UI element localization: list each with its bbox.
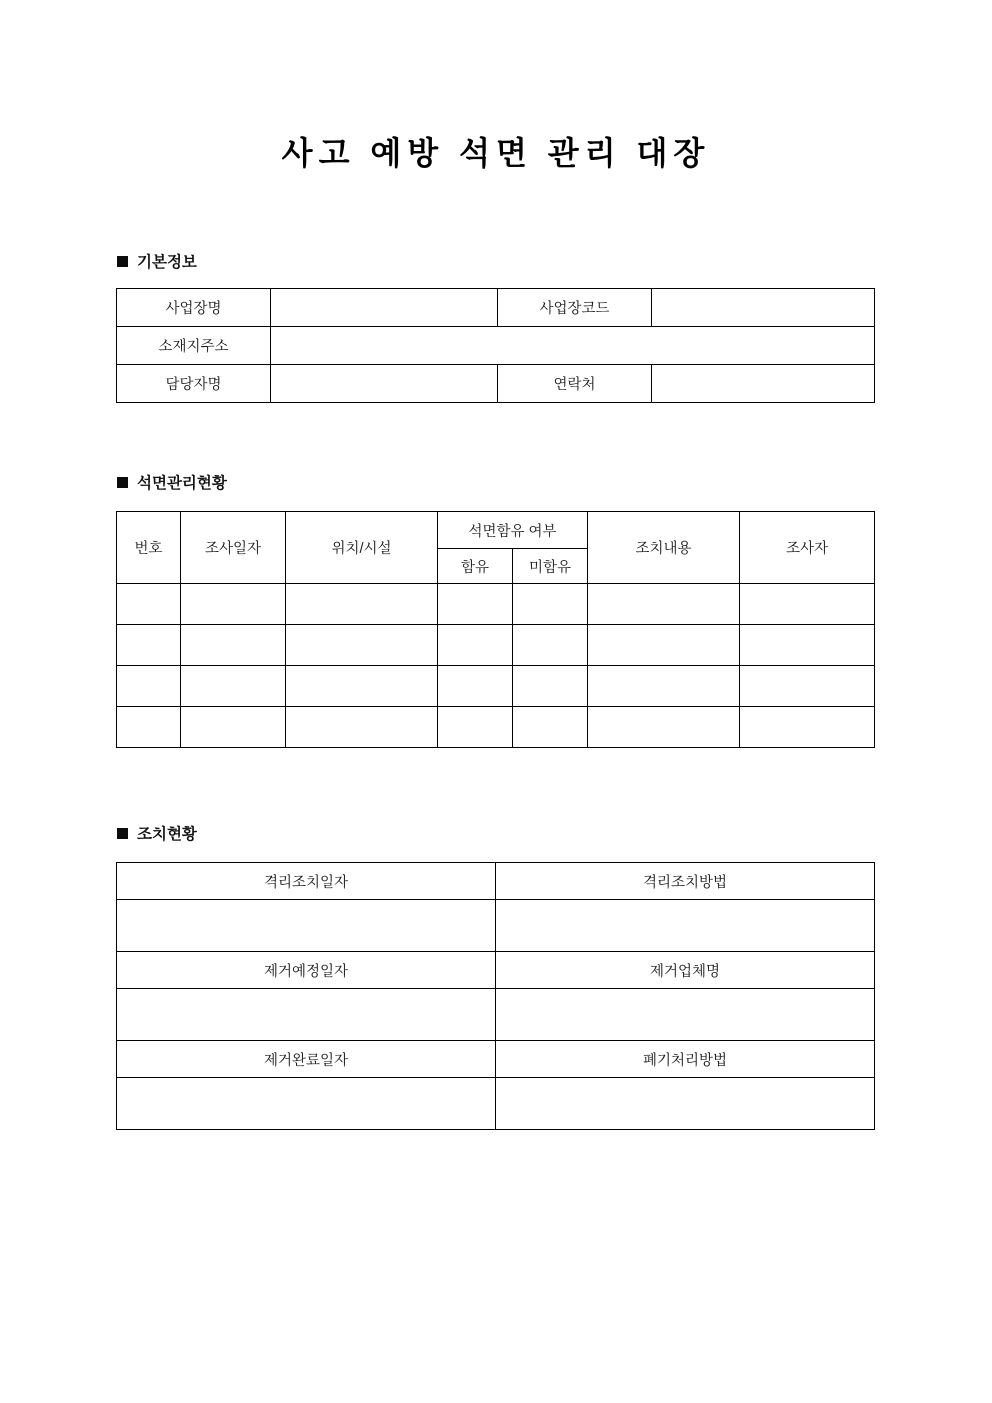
cell-contains-yes[interactable] xyxy=(438,666,513,707)
cell-surveyor[interactable] xyxy=(740,666,875,707)
col-header-location-facility: 위치/시설 xyxy=(286,512,438,584)
label-removal-planned-date: 제거예정일자 xyxy=(117,952,496,989)
table-row xyxy=(117,707,875,748)
cell-action-detail[interactable] xyxy=(588,666,740,707)
field-workplace-name[interactable] xyxy=(271,289,498,327)
field-removal-company[interactable] xyxy=(496,989,875,1041)
table-row xyxy=(117,327,875,365)
field-disposal-method[interactable] xyxy=(496,1078,875,1130)
table-header-row xyxy=(117,863,875,900)
cell-contains-yes[interactable] xyxy=(438,584,513,625)
field-isolation-date[interactable] xyxy=(117,900,496,952)
basic-info-table xyxy=(116,288,875,403)
label-isolation-date: 격리조치일자 xyxy=(117,863,496,900)
table-row xyxy=(117,989,875,1041)
cell-no[interactable] xyxy=(117,707,181,748)
table-row xyxy=(117,289,875,327)
col-header-no: 번호 xyxy=(117,512,181,584)
field-contact[interactable] xyxy=(652,365,875,403)
label-isolation-method: 격리조치방법 xyxy=(496,863,875,900)
table-row xyxy=(117,365,875,403)
cell-surveyor[interactable] xyxy=(740,584,875,625)
cell-no[interactable] xyxy=(117,584,181,625)
cell-action-detail[interactable] xyxy=(588,625,740,666)
square-bullet-icon xyxy=(117,256,128,267)
field-isolation-method[interactable] xyxy=(496,900,875,952)
col-header-survey-date: 조사일자 xyxy=(181,512,286,584)
cell-action-detail[interactable] xyxy=(588,707,740,748)
label-removal-company: 제거업체명 xyxy=(496,952,875,989)
field-workplace-code[interactable] xyxy=(652,289,875,327)
cell-survey-date[interactable] xyxy=(181,666,286,707)
section-header-action-status xyxy=(117,822,197,844)
cell-contains-no[interactable] xyxy=(513,584,588,625)
cell-contains-yes[interactable] xyxy=(438,625,513,666)
table-header-row xyxy=(117,1041,875,1078)
cell-no[interactable] xyxy=(117,625,181,666)
table-row xyxy=(117,666,875,707)
label-workplace-name: 사업장명 xyxy=(117,289,271,327)
table-row xyxy=(117,625,875,666)
square-bullet-icon xyxy=(117,477,128,488)
field-address[interactable] xyxy=(271,327,875,365)
cell-contains-yes[interactable] xyxy=(438,707,513,748)
label-disposal-method: 폐기처리방법 xyxy=(496,1041,875,1078)
field-removal-complete-date[interactable] xyxy=(117,1078,496,1130)
cell-action-detail[interactable] xyxy=(588,584,740,625)
field-manager-name[interactable] xyxy=(271,365,498,403)
section-title-asbestos-status: 석면관리현황 xyxy=(137,475,227,492)
label-address: 소재지주소 xyxy=(117,327,271,365)
col-header-surveyor: 조사자 xyxy=(740,512,875,584)
col-header-action-detail: 조치내용 xyxy=(588,512,740,584)
col-header-contains-yes: 함유 xyxy=(438,549,513,584)
col-header-contains-no: 미함유 xyxy=(513,549,588,584)
cell-contains-no[interactable] xyxy=(513,666,588,707)
section-header-basic-info xyxy=(117,250,197,272)
cell-surveyor[interactable] xyxy=(740,625,875,666)
cell-location-facility[interactable] xyxy=(286,584,438,625)
cell-survey-date[interactable] xyxy=(181,625,286,666)
square-bullet-icon xyxy=(117,828,128,839)
table-header-row xyxy=(117,952,875,989)
section-title-basic-info: 기본정보 xyxy=(137,254,197,271)
table-row xyxy=(117,584,875,625)
section-header-asbestos-status xyxy=(117,471,227,493)
cell-contains-no[interactable] xyxy=(513,625,588,666)
section-title-action-status: 조치현황 xyxy=(137,826,197,843)
label-removal-complete-date: 제거완료일자 xyxy=(117,1041,496,1078)
action-status-table xyxy=(116,862,875,1130)
asbestos-status-table xyxy=(116,511,875,748)
col-header-contains-group: 석면함유 여부 xyxy=(438,512,588,549)
label-workplace-code: 사업장코드 xyxy=(498,289,652,327)
cell-survey-date[interactable] xyxy=(181,584,286,625)
cell-surveyor[interactable] xyxy=(740,707,875,748)
cell-contains-no[interactable] xyxy=(513,707,588,748)
label-manager-name: 담당자명 xyxy=(117,365,271,403)
table-header-row xyxy=(117,512,875,549)
table-row xyxy=(117,900,875,952)
label-contact: 연락처 xyxy=(498,365,652,403)
table-row xyxy=(117,1078,875,1130)
cell-location-facility[interactable] xyxy=(286,625,438,666)
page-title: 사고 예방 석면 관리 대장 xyxy=(281,135,711,171)
cell-no[interactable] xyxy=(117,666,181,707)
cell-location-facility[interactable] xyxy=(286,666,438,707)
field-removal-planned-date[interactable] xyxy=(117,989,496,1041)
cell-survey-date[interactable] xyxy=(181,707,286,748)
cell-location-facility[interactable] xyxy=(286,707,438,748)
